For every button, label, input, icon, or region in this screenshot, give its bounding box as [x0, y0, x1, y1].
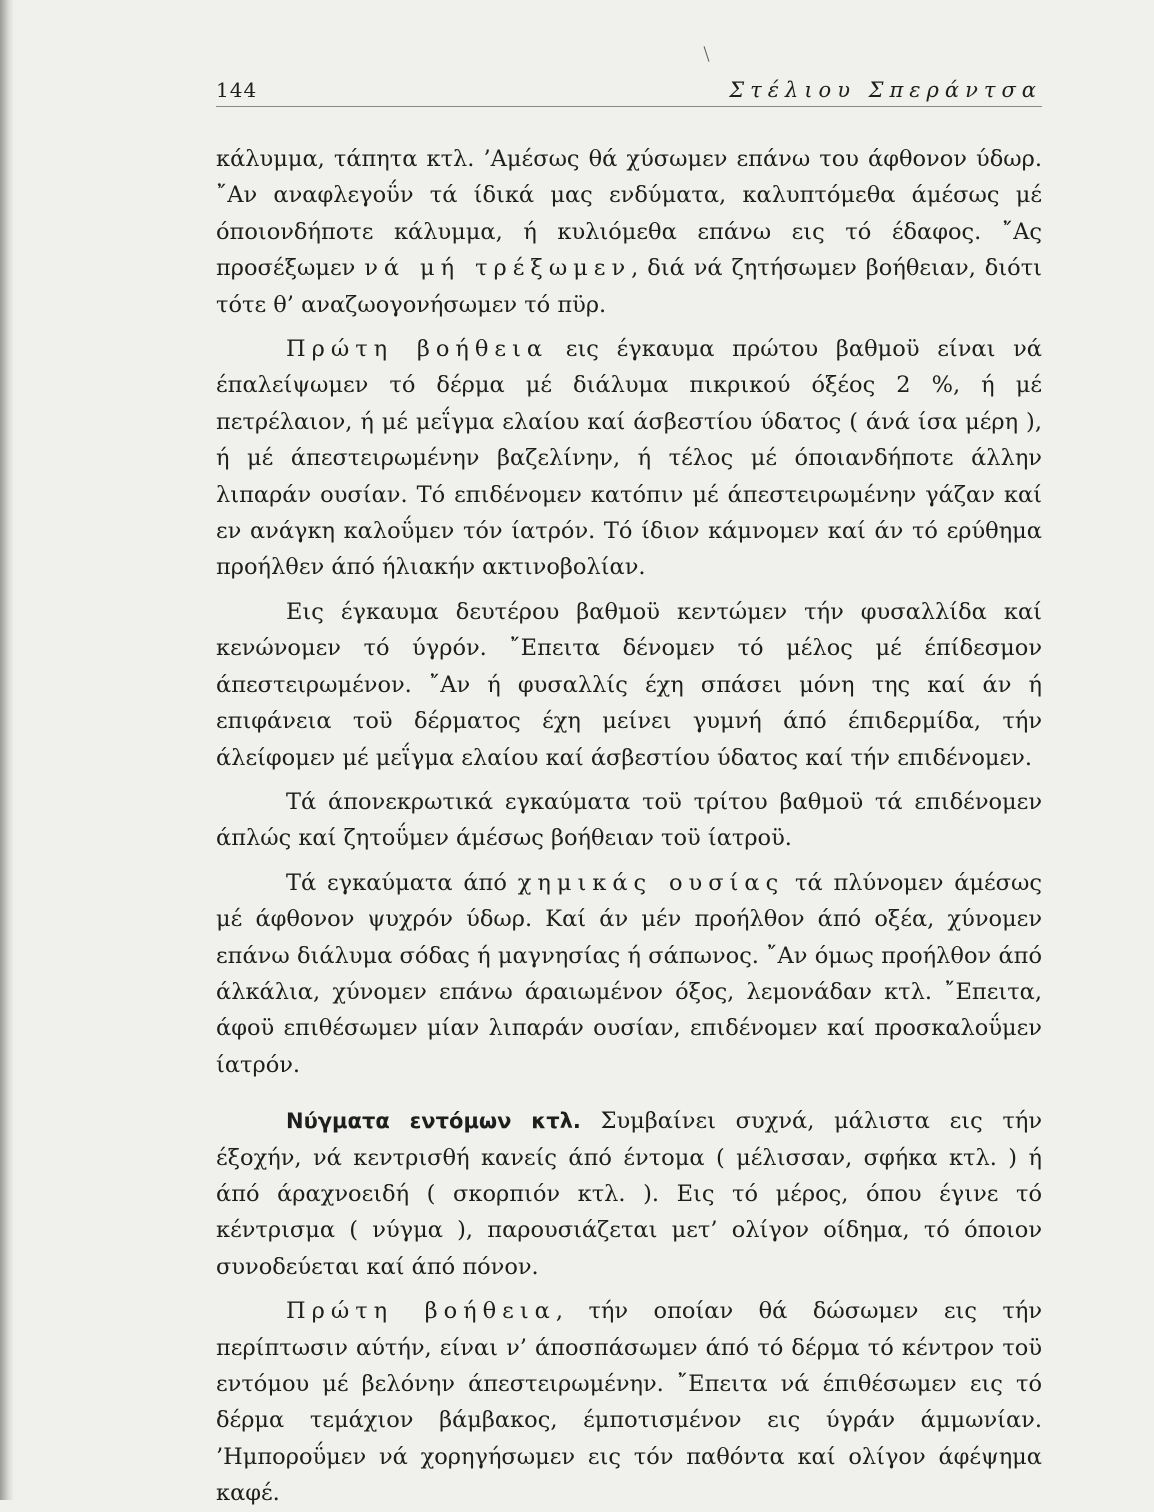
paragraph-5-spaced-emphasis: χημικάς ουσίας — [517, 869, 785, 896]
paragraph-7-text: , τήν οποίαν θά δώσωμεν εις τήν περίπτωσιν αύτήν, είναι ν’ άποσπάσωμεν άπό τό δέρμα τό κέντρον τοϋ εντόμου μέ βελόνην άπεστειρωμένην. ῎Επειτα νά έπιθέσωμεν εις τό δέρμα τεμάχιον βάμβακος, έμποτισμένον εις ύγράν άμμωνίαν. ’Ημποροΰμεν νά χορηγήσωμεν εις τόν παθόντα καί ολίγον άφέψημα καφέ. — [216, 1298, 1043, 1507]
paragraph-2-spaced-emphasis: Πρώτη βοήθεια — [286, 336, 549, 363]
paragraph-1-text: κάλυμμα, τάπητα κτλ. ’Αμέσως θά χύσωμεν επάνω του άφθονον ύδωρ. ῎Αν αναφλεγοΰν τά ίδικά μας ενδύματα, καλυπτόμεθα άμέσως μέ όποιονδήποτε κάλυμμα, ή κυλιόμεθα επάνω εις τό έδαφος. ῎Ας προσέξωμεν — [216, 146, 1042, 282]
body-text — [216, 141, 1042, 1512]
paragraph-6 — [216, 1103, 1042, 1285]
page-number: 144 — [216, 78, 258, 102]
paragraph-4-text: Τά άπονεκρωτικά εγκαύματα τοϋ τρίτου βαθμοϋ τά επιδένομεν άπλώς καί ζητοΰμεν άμέσως βοήθειαν τοϋ ίατροϋ. — [216, 788, 1042, 852]
scan-mark — [704, 46, 710, 62]
paragraph-5 — [216, 865, 1042, 1083]
paragraph-7 — [216, 1293, 1042, 1511]
paragraph-2-text: εις έγκαυμα πρώτου βαθμοϋ είναι νά έπαλείψωμεν τό δέρμα μέ διάλυμα πικρικού όξέος 2 %, ή μέ πετρέλαιον, ή μέ μεΐγμα ελαίου καί άσβεστίου ύδατος ( άνά ίσα μέρη ), ή μέ άπεστειρωμένην βαζελίνην, ή τέλος μέ όποιανδήποτε άλλην λιπαράν ουσίαν. Τό επιδένομεν κατόπιν μέ άπεστειρωμένην γάζαν καί εν ανάγκη καλοΰμεν τόν ίατρόν. Τό ίδιον κάμνομεν καί άν τό ερύθημα προήλθεν άπό ήλιακήν ακτινοβολίαν. — [216, 336, 1042, 581]
running-head: Στέλιου Σπεράντσα — [729, 78, 1042, 102]
paragraph-3-text: Εις έγκαυμα δευτέρου βαθμοϋ κεντώμεν τήν φυσαλλίδα καί κενώνομεν τό ύγρόν. ῎Επειτα δένομεν τό μέλος μέ έπίδεσμον άπεστειρωμένον. ῎Αν ή φυσαλλίς έχη σπάσει μόνη της καί άν ή επιφάνεια τοϋ δέρματος έχη μείνει γυμνή άπό έπιδερμίδα, τήν άλείφομεν μέ μεΐγμα ελαίου καί άσβεστίου ύδατος καί τήν επιδένομεν. — [216, 598, 1042, 771]
paragraph-1-spaced-emphasis: νά μή τρέξωμεν — [364, 255, 632, 282]
paragraph-4 — [216, 784, 1042, 857]
paragraph-3 — [216, 594, 1042, 776]
section-heading: Νύγματα εντόμων κτλ. — [286, 1109, 581, 1134]
paragraph-2 — [216, 331, 1042, 586]
page-header — [216, 74, 1042, 107]
paragraph-1 — [216, 141, 1042, 323]
paragraph-6-text: Συμβαίνει συχνά, μάλιστα εις τήν έξοχήν, νά κεντρισθή κανείς άπό έντομα ( μέλισσαν, σφήκα κτλ. ) ή άπό άραχνοειδή ( σκορπιόν κτλ. ). Εις τό μέρος, όπου έγινε τό κέντρισμα ( νύγμα ), παρουσιάζεται μετ’ ολίγον οίδημα, τό όποιον συνοδεύεται καί άπό πόνον. — [216, 1108, 1042, 1280]
paragraph-7-spaced-emphasis: Πρώτη βοήθεια — [286, 1298, 556, 1325]
paragraph-1-end: , διά νά ζητήσωμεν βοήθειαν, διότι τότε θ’ αναζωογονήσωμεν τό πϋρ. — [216, 255, 1042, 318]
page-edge-shadow — [0, 0, 14, 1500]
paragraph-5-start: Τά εγκαύματα άπό — [286, 869, 518, 896]
paragraph-5-text: τά πλύνομεν άμέσως μέ άφθονον ψυχρόν ύδωρ. Καί άν μέν προήλθον άπό οξέα, χύνομεν επάνω διάλυμα σόδας ή μαγνησίας ή σάπωνος. ῎Αν όμως προήλθον άπό άλκάλια, χύνομεν επάνω άραιωμένον όξος, λεμονάδαν κτλ. ῎Επειτα, άφοϋ επιθέσωμεν μίαν λιπαράν ουσίαν, επιδένομεν καί προσκαλοΰμεν ίατρόν. — [216, 869, 1042, 1078]
